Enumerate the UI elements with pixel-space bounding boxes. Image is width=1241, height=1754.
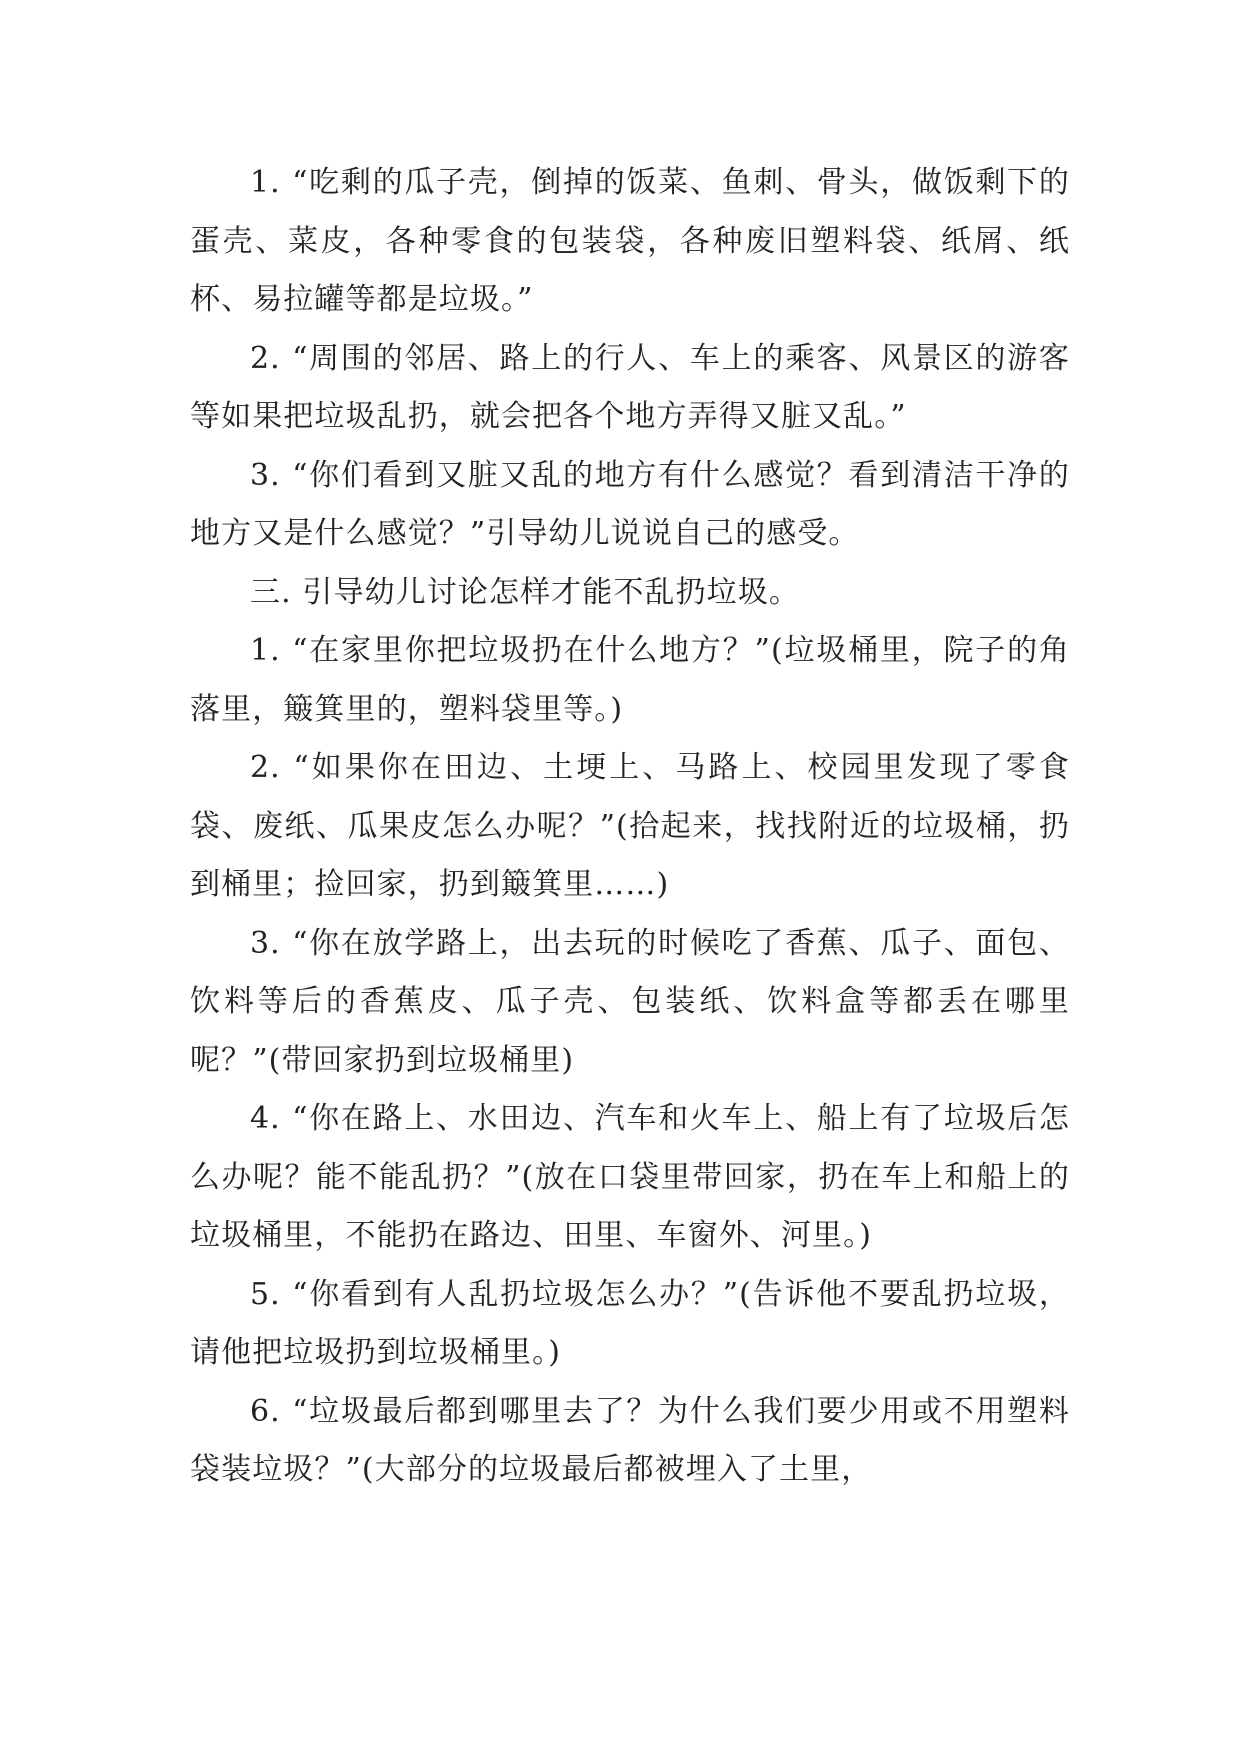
paragraph-6: 3. “你在放学路上，出去玩的时候吃了香蕉、瓜子、面包、饮料等后的香蕉皮、瓜子壳、包装纸、饮料盒等都丢在哪里呢？”(带回家扔到垃圾桶里) bbox=[190, 925, 1070, 1078]
paragraph-2: 2. “周围的邻居、路上的行人、车上的乘客、风景区的游客等如果把垃圾乱扔，就会把各个地方弄得又脏又乱。” bbox=[190, 340, 1070, 434]
paragraph-5: 2. “如果你在田边、土埂上、马路上、校园里发现了零食袋、废纸、瓜果皮怎么办呢？”(拾起来，找找附近的垃圾桶，扔到桶里；捡回家，扔到簸箕里……) bbox=[190, 750, 1070, 902]
paragraph-9: 6. “垃圾最后都到哪里去了？为什么我们要少用或不用塑料袋装垃圾？”(大部分的垃圾最后都被埋入了土里， bbox=[190, 1393, 1070, 1487]
paragraph-7: 4. “你在路上、水田边、汽车和火车上、船上有了垃圾后怎么办呢？能不能乱扔？”(放在口袋里带回家，扔在车上和船上的垃圾桶里，不能扔在路边、田里、车窗外、河里。) bbox=[190, 1101, 1070, 1253]
paragraph-4: 1. “在家里你把垃圾扔在什么地方？”(垃圾桶里，院子的角落里，簸箕里的，塑料袋里等。) bbox=[190, 633, 1070, 727]
document-page bbox=[190, 154, 1070, 1500]
paragraph-3: 3. “你们看到又脏又乱的地方有什么感觉？看到清洁干净的地方又是什么感觉？”引导幼儿说说自己的感受。 bbox=[190, 457, 1070, 551]
section-heading-3: 三. 引导幼儿讨论怎样才能不乱扔垃圾。 bbox=[250, 574, 800, 610]
paragraph-8: 5. “你看到有人乱扔垃圾怎么办？”(告诉他不要乱扔垃圾，请他把垃圾扔到垃圾桶里。) bbox=[190, 1276, 1070, 1370]
paragraph-1: 1. “吃剩的瓜子壳，倒掉的饭菜、鱼刺、骨头，做饭剩下的蛋壳、菜皮，各种零食的包装袋，各种废旧塑料袋、纸屑、纸杯、易拉罐等都是垃圾。” bbox=[190, 165, 1070, 317]
